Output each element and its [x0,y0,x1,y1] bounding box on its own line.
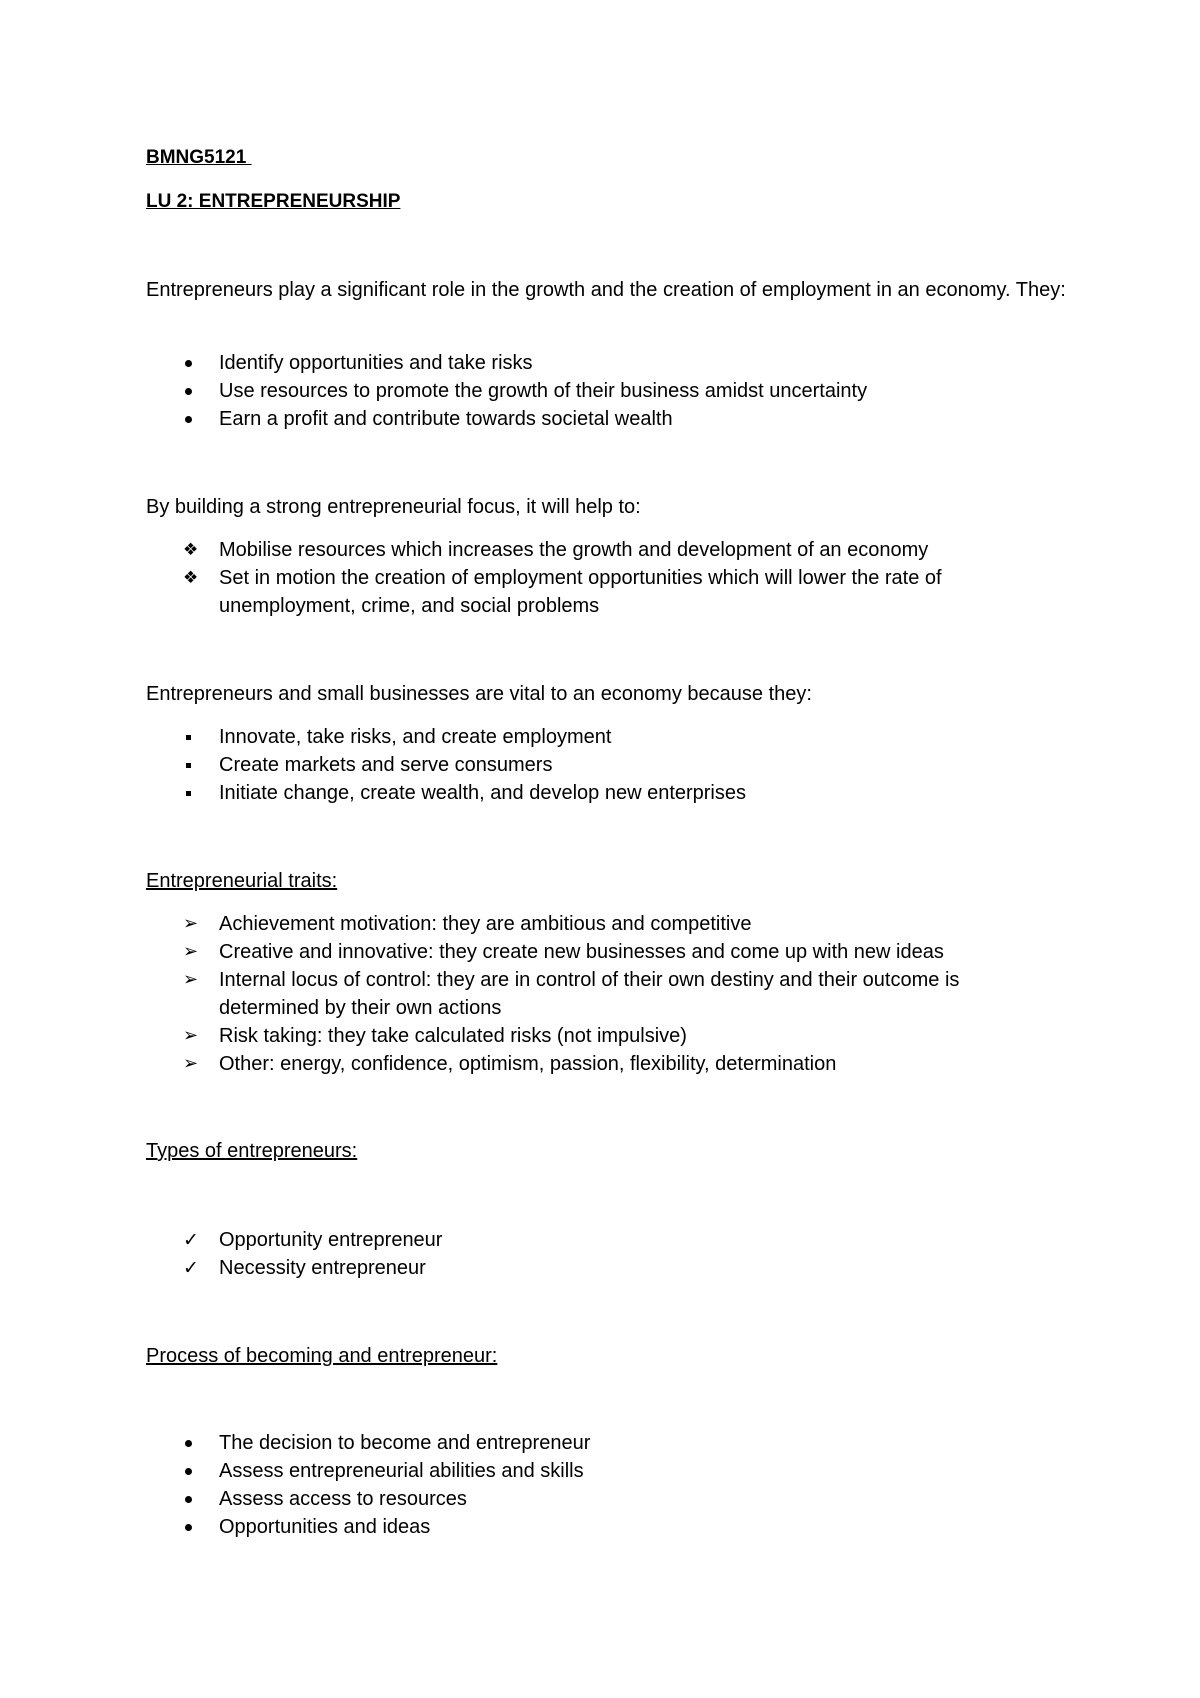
focus-paragraph: By building a strong entrepreneurial focus, it will help to: [146,496,641,518]
list-item: ➢ Risk taking: they take calculated risks (not impulsive) [183,1022,1063,1050]
square-bullet-icon [183,779,205,807]
list-item: Create markets and serve consumers [183,751,1063,779]
bullet-dot-icon [183,405,205,433]
list-item: ❖ Mobilise resources which increases the growth and development of an economy [183,536,1063,564]
traits-heading: Entrepreneurial traits: [146,870,338,892]
bullet-dot-icon [183,1429,205,1457]
list-item: Earn a profit and contribute towards societal wealth [183,405,1063,433]
list-item: ✓ Necessity entrepreneur [183,1254,1063,1282]
bullet-dot-icon [183,1513,205,1541]
list-item: Use resources to promote the growth of their business amidst uncertainty [183,377,1063,405]
types-list [183,1226,1063,1282]
list-item: Assess entrepreneurial abilities and skills [183,1457,1063,1485]
list-item: Assess access to resources [183,1485,1063,1513]
list-item: Innovate, take risks, and create employment [183,723,1063,751]
bullet-dot-icon [183,377,205,405]
arrow-bullet-icon: ➢ [183,1025,199,1046]
diamond-bullet-icon: ❖ [183,540,199,560]
bullet-dot-icon [183,349,205,377]
bullet-dot-icon [183,1457,205,1485]
checkmark-icon: ✓ [183,1257,199,1279]
checkmark-icon: ✓ [183,1229,199,1251]
bullet-dot-icon [183,1485,205,1513]
types-heading: Types of entrepreneurs: [146,1140,358,1162]
list-item: ➢ Other: energy, confidence, optimism, passion, flexibility, determination [183,1050,1063,1078]
list-item: ➢ Internal locus of control: they are in control of their own destiny and their outcome is determined by their own actions [183,966,1063,1022]
focus-list [183,536,1063,620]
arrow-bullet-icon: ➢ [183,913,199,934]
intro-list [183,349,1063,433]
list-item: Opportunities and ideas [183,1513,1063,1541]
list-item: Initiate change, create wealth, and develop new enterprises [183,779,1063,807]
list-item: ✓ Opportunity entrepreneur [183,1226,1063,1254]
list-item: Identify opportunities and take risks [183,349,1063,377]
square-bullet-icon [183,751,205,779]
vital-paragraph: Entrepreneurs and small businesses are vital to an economy because they: [146,683,812,705]
square-bullet-icon [183,723,205,751]
intro-paragraph: Entrepreneurs play a significant role in the growth and the creation of employment in an economy. They: [146,279,1066,301]
list-item: ❖ Set in motion the creation of employment opportunities which will lower the rate of unemployment, crime, and social problems [183,564,1063,620]
arrow-bullet-icon: ➢ [183,969,199,990]
arrow-bullet-icon: ➢ [183,941,199,962]
list-item: The decision to become and entrepreneur [183,1429,1063,1457]
traits-list [183,910,1063,1078]
vital-list [183,723,1063,807]
list-item: ➢ Creative and innovative: they create new businesses and come up with new ideas [183,938,1063,966]
diamond-bullet-icon: ❖ [183,568,199,588]
list-item: ➢ Achievement motivation: they are ambitious and competitive [183,910,1063,938]
arrow-bullet-icon: ➢ [183,1053,199,1074]
process-list [183,1429,1063,1541]
process-heading: Process of becoming and entrepreneur: [146,1345,498,1367]
course-code: BMNG5121 [146,147,252,168]
document-title: LU 2: ENTREPRENEURSHIP [146,191,401,212]
